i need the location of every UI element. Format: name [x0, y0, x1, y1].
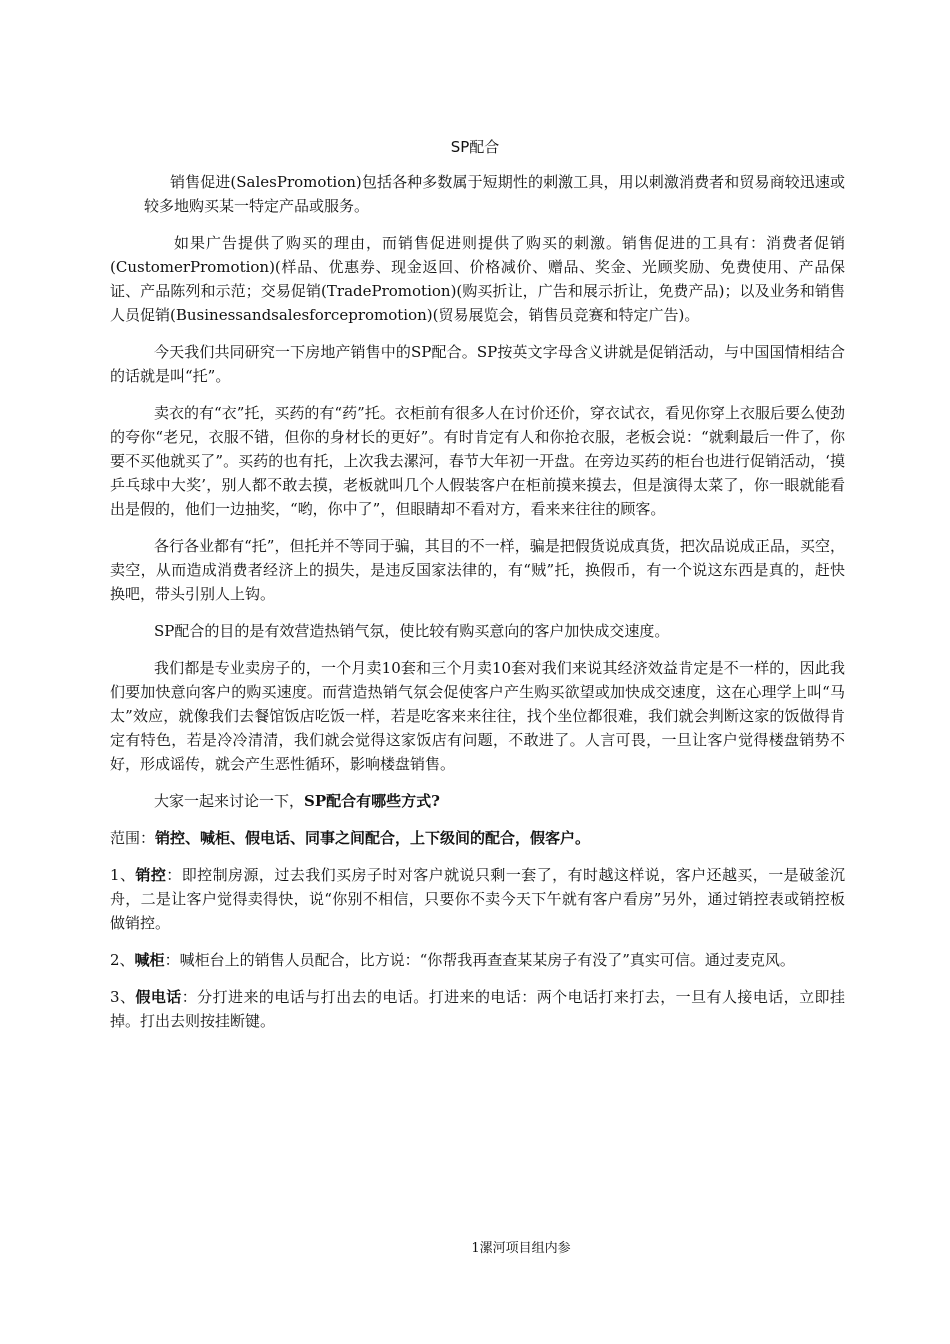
paragraph-scope	[110, 826, 845, 850]
item-number: 3、	[110, 988, 136, 1006]
item-term: 销控	[135, 866, 167, 884]
document-title: SP配合	[450, 138, 500, 156]
item-text: ：即控制房源，过去我们买房子时对客户就说只剩一套了，有时越这样说，客户还越买，一是破釜沉舟，二是让客户觉得卖得快，说“你别不相信，只要你不卖今天下午就有客户看房”另外，通过销控表或销控板做销控。	[110, 866, 845, 932]
discussion-question-bold: SP配合有哪些方式?	[304, 792, 440, 810]
item-term: 假电话	[135, 988, 182, 1006]
paragraph-promotion-tools: 如果广告提供了购买的理由，而销售促进则提供了购买的刺激。销售促进的工具有：消费者促销(CustomerPromotion)(样品、优惠券、现金返回、价格减价、赠品、奖金、光顾奖励、免费使用、产品保证、产品陈列和示范；交易促销(TradePromotion)(购买折让，广告和展示折让，免费产品)；以及业务和销售人员促销(Businessandsalesforcepromotion)(贸易展览会，销售员竞赛和特定广告)。	[110, 234, 845, 324]
scope-items-bold: 销控、喊柜、假电话、同事之间配合，上下级间的配合，假客户。	[155, 829, 591, 847]
list-item-fake-phone	[110, 985, 845, 1033]
scope-lead: 范围：	[110, 829, 156, 847]
paragraph-clothes-medicine-example: 卖衣的有“衣”托，买药的有“药”托。衣柜前有很多人在讨价还价，穿衣试衣，看见你穿上衣服后要么使劲的夸你“老兄，衣服不错，但你的身材长的更好”。有时肯定有人和你抢衣服，老板会说：“就剩最后一件了，你要不买他就买了”。买药的也有托，上次我去漯河，春节大年初一开盘。在旁边买药的柜台也进行促销活动，‘摸乒乓球中大奖’，别人都不敢去摸，老板就叫几个人假装客户在柜前摸来摸去，但是演得太菜了，你一眼就能看出是假的，他们一边抽奖，“哟，你中了”，但眼睛却不看对方，看来来往往的顾客。	[110, 404, 845, 518]
discussion-lead: 大家一起来讨论一下，	[154, 792, 305, 810]
paragraph-sales-speed: 我们都是专业卖房子的，一个月卖10套和三个月卖10套对我们来说其经济效益肯定是不一样的，因此我们要加快意向客户的购买速度。而营造热销气氛会促使客户产生购买欲望或加快成交速度，这在心理学上叫“马太”效应，就像我们去餐馆饭店吃饭一样，若是吃客来来往往，找个坐位都很难，我们就会判断这家的饭做得肯定有特色，若是冷冷清清，我们就会觉得这家饭店有问题，不敢进了。人言可畏，一旦让客户觉得楼盘销势不好，形成谣传，就会产生恶性循环，影响楼盘销售。	[110, 659, 845, 773]
list-item-sales-control	[110, 863, 845, 935]
page-footer: 1漯河项目组内参	[471, 1241, 571, 1256]
item-number: 2、	[110, 951, 135, 969]
paragraph-sp-purpose: SP配合的目的是有效营造热销气氛，使比较有购买意向的客户加快成交速度。	[154, 622, 670, 640]
paragraph-sp-intro: 今天我们共同研究一下房地产销售中的SP配合。SP按英文字母含义讲就是促销活动，与中国国情相结合的话就是叫“托”。	[110, 343, 845, 385]
list-item-counter-call	[110, 948, 845, 972]
paragraph-sales-promotion-definition: 销售促进(SalesPromotion)包括各种多数属于短期性的刺激工具，用以刺激消费者和贸易商较迅速或较多地购买某一特定产品或服务。	[144, 173, 845, 215]
paragraph-tuo-vs-fraud: 各行各业都有“托”，但托并不等同于骗，其目的不一样，骗是把假货说成真货，把次品说成正品，买空，卖空，从而造成消费者经济上的损失，是违反国家法律的，有“贼”托，换假币，有一个说这东西是真的，赶快换吧，带头引别人上钩。	[110, 537, 845, 603]
document-body	[110, 170, 845, 1046]
item-text: ：分打进来的电话与打出去的电话。打进来的电话：两个电话打来打去，一旦有人接电话，立即挂掉。打出去则按挂断键。	[110, 988, 845, 1030]
paragraph-discussion-question	[110, 789, 845, 813]
item-text: ：喊柜台上的销售人员配合，比方说：“你帮我再查查某某房子有没了”真实可信。通过麦克风。	[164, 951, 795, 969]
item-number: 1、	[110, 866, 136, 884]
item-term: 喊柜	[134, 951, 165, 969]
